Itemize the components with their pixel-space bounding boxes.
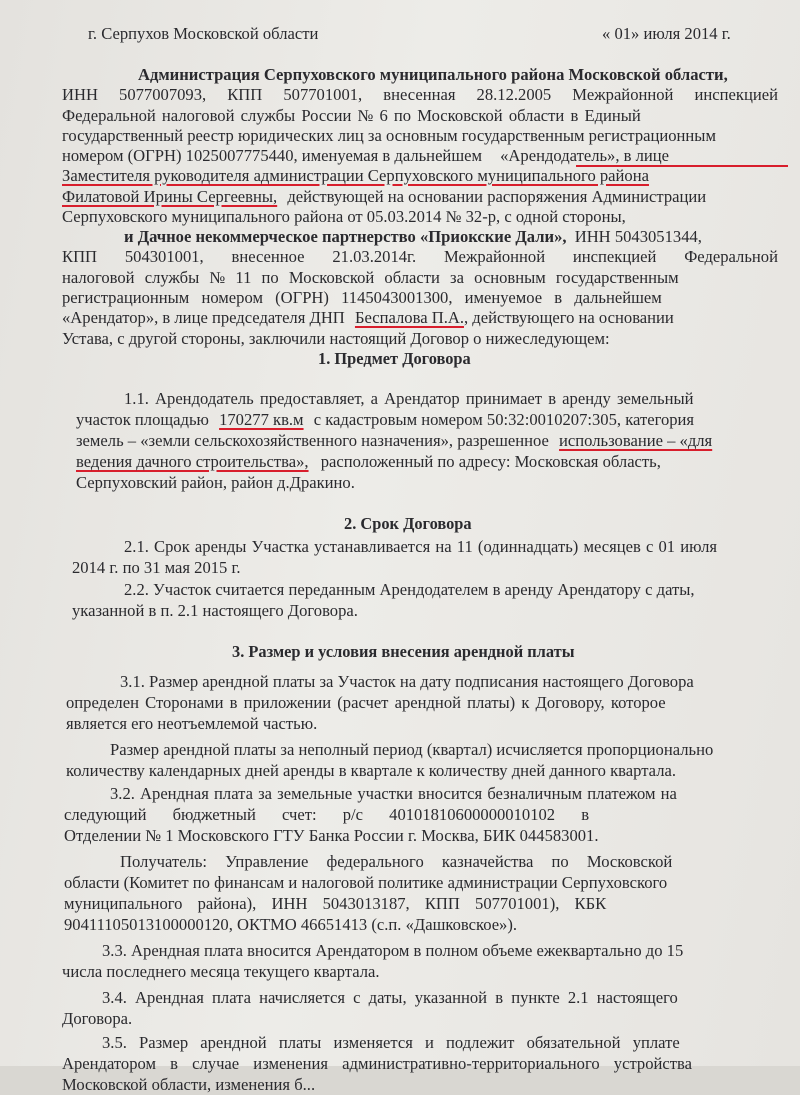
preamble-text: , действующего на основании xyxy=(464,308,674,327)
preamble-line: государственный реестр юридических лиц за основным государственным регистрационным xyxy=(62,126,716,145)
party2-line xyxy=(124,227,702,247)
section3-line: Получатель: Управление федерального казначейства по Московской xyxy=(120,852,673,871)
section1-text: с кадастровым номером 50:32:0010207:305, категория xyxy=(313,410,695,429)
section3-line: 3.2. Арендная плата за земельные участки вносится безналичным платежом на xyxy=(110,784,677,803)
section1-line: 1.1. Арендодатель предоставляет, а Арендатор принимает в аренду земельный xyxy=(124,389,694,408)
section2-line: 2.2. Участок считается переданным Арендодателем в аренду Арендатору с даты, xyxy=(124,580,695,599)
section3-line: Отделении № 1 Московского ГТУ Банка России г. Москва, БИК 044583001. xyxy=(64,826,599,845)
word: КПП xyxy=(62,247,98,266)
representative-name: Филатовой Ирины Сергеевны, xyxy=(62,187,278,206)
section1-line: Серпуховский район, район д.Дракино. xyxy=(76,473,355,492)
word: ИНН xyxy=(62,85,98,104)
word: 21.03.2014г. xyxy=(332,247,417,266)
section3-title: 3. Размер и условия внесения арендной платы xyxy=(232,642,575,661)
section3-line: является его неотъемлемой частью. xyxy=(66,714,318,733)
section2-line: 2014 г. по 31 мая 2015 г. xyxy=(72,558,241,577)
section3-line: 3.1. Размер арендной платы за Участок на дату подписания настоящего Договора xyxy=(120,672,694,691)
representative-title: Заместителя руководителя администрации Серпуховского муниципального района xyxy=(62,166,649,185)
word: внесенная xyxy=(383,85,456,104)
section3-line: следующий бюджетный счет: р/с 40101810600000010102 в xyxy=(64,805,590,824)
word: 5077007093, xyxy=(119,85,207,104)
section3-line: Размер арендной платы за неполный период (квартал) исчисляется пропорционально xyxy=(110,740,714,759)
place-line: г. Серпухов Московской области xyxy=(88,24,319,43)
word: 28.12.2005 xyxy=(476,85,552,104)
plot-area: 170277 кв.м xyxy=(219,410,304,429)
word: Федеральной xyxy=(684,247,778,266)
word: внесенное xyxy=(231,247,305,266)
section2-line: 2.1. Срок аренды Участка устанавливается на 11 (одиннадцать) месяцев с 01 июля xyxy=(124,537,718,556)
word: 507701001, xyxy=(283,85,363,104)
section3-line: 3.3. Арендная плата вносится Арендатором в полном объеме ежеквартально до 15 xyxy=(102,941,684,960)
preamble-text: номером (ОГРН) 1025007775440, именуемая в дальнейшем xyxy=(62,146,482,165)
party1-name: Администрация Серпуховского муниципального района Московской области, xyxy=(138,65,728,84)
preamble-text: действующей на основании распоряжения Администрации xyxy=(287,187,707,206)
word: Межрайонной xyxy=(572,85,674,104)
section2-title: 2. Срок Договора xyxy=(344,514,472,533)
section1-text: земель – «земли сельскохозяйственного назначения», разрешенное xyxy=(76,431,549,450)
section3-line: определен Сторонами в приложении (расчет арендной платы) к Договору, которое xyxy=(66,693,666,712)
section3-line: области (Комитет по финансам и налоговой политике администрации Серпуховского xyxy=(64,873,668,892)
section2-line: указанной в п. 2.1 настоящего Договора. xyxy=(72,601,358,620)
section3-line: Московской области, изменения б... xyxy=(62,1075,316,1094)
preamble-line: регистрационным номером (ОГРН) 1145043001300, именуемое в дальнейшем xyxy=(62,288,662,307)
preamble-line xyxy=(62,187,706,207)
section1-line xyxy=(76,431,712,451)
lessor-term: «Арендодатель», в лице xyxy=(500,146,670,165)
section3-line: 3.5. Размер арендной платы изменяется и подлежит обязательной уплате xyxy=(102,1033,680,1052)
preamble-line: Устава, с другой стороны, заключили настоящий Договор о нижеследующем: xyxy=(62,329,610,348)
section1-line xyxy=(76,452,661,472)
section3-line: Арендатором в случае изменения административно-территориального устройства xyxy=(62,1054,692,1073)
section1-title: 1. Предмет Договора xyxy=(318,349,471,368)
word: инспекцией xyxy=(572,247,657,266)
chairman-name: Беспалова П.А. xyxy=(354,308,464,327)
preamble-text: «Арендатор», в лице председателя ДНП xyxy=(62,308,345,327)
preamble-line: Федеральной налоговой службы России № 6 по Московской области в Единый xyxy=(62,106,641,125)
preamble-line xyxy=(62,85,778,105)
section1-text: расположенный по адресу: Московская область, xyxy=(320,452,661,471)
word: Межрайонной xyxy=(443,247,546,266)
section3-line: числа последнего месяца текущего квартала. xyxy=(62,962,380,981)
section3-line: 90411105013100000120, ОКТМО 46651413 (с.п. «Дашковское»). xyxy=(64,915,518,934)
word: КПП xyxy=(227,85,263,104)
date-line: « 01» июля 2014 г. xyxy=(602,24,731,43)
word: инспекцией xyxy=(694,85,778,104)
section1-line xyxy=(76,410,694,430)
word: 504301001, xyxy=(124,247,204,266)
party2-name: и Дачное некоммерческое партнерство «Приокские Дали», xyxy=(124,227,567,246)
party2-inn: ИНН 5043051344, xyxy=(574,227,702,246)
preamble-line xyxy=(62,146,669,166)
preamble-line xyxy=(62,308,674,328)
preamble-line: налоговой службы № 11 по Московской области за основным государственным xyxy=(62,268,679,287)
section3-line: 3.4. Арендная плата начисляется с даты, указанной в пункте 2.1 настоящего xyxy=(102,988,678,1007)
section3-line: Договора. xyxy=(62,1009,133,1028)
section3-line: количеству календарных дней аренды в квартале к количеству дней данного квартала. xyxy=(66,761,676,780)
permitted-use-cont: ведения дачного строительства», xyxy=(76,452,309,471)
section1-text: участок площадью xyxy=(76,410,209,429)
permitted-use: использование – «для xyxy=(559,431,713,450)
preamble-line: Серпуховского муниципального района от 05.03.2014 № 32-р, с одной стороны, xyxy=(62,207,626,226)
preamble-line xyxy=(62,247,778,267)
section3-line: муниципального района), ИНН 5043013187, КПП 507701001), КБК xyxy=(64,894,607,913)
